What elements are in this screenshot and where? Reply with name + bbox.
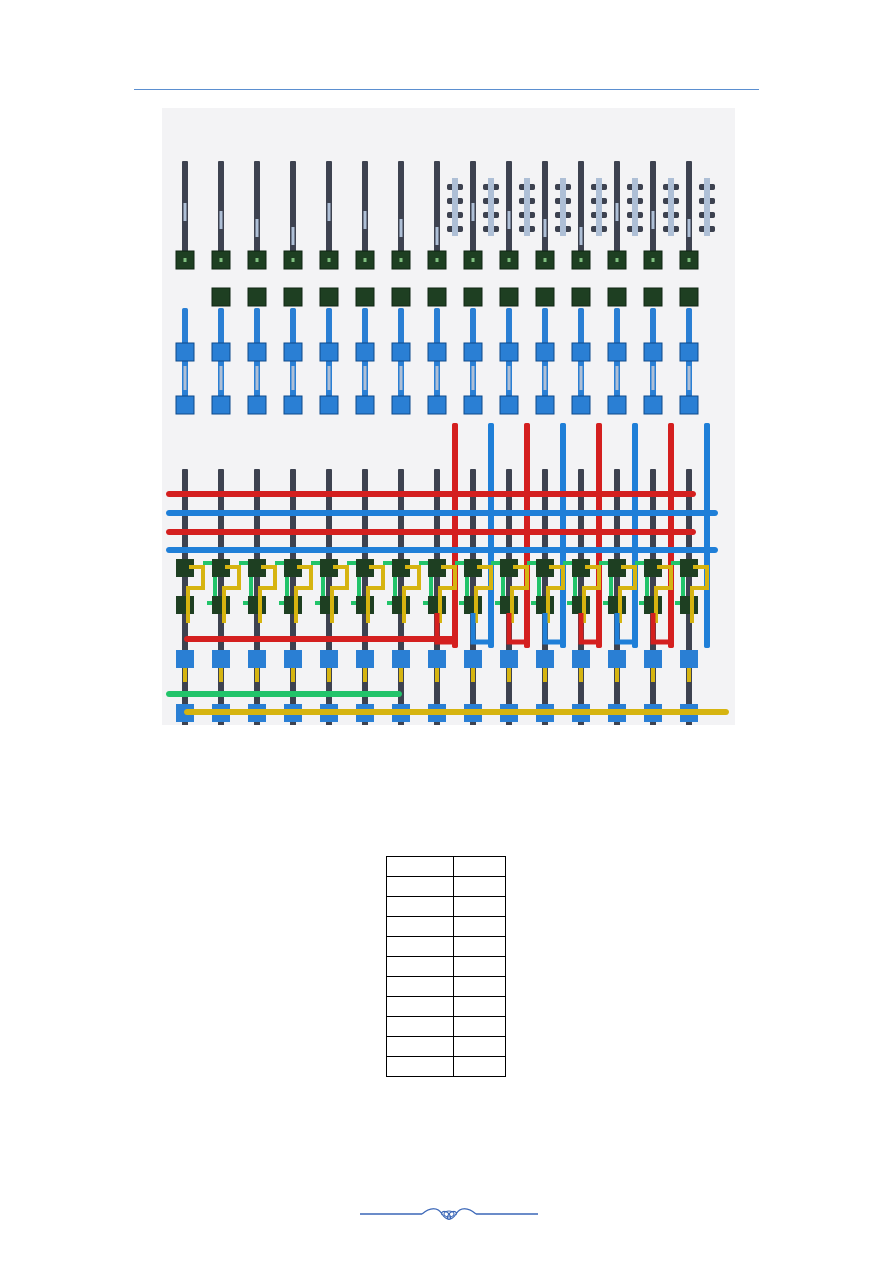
table-cell (454, 957, 506, 977)
cross-connector-core (524, 178, 530, 194)
vertical-wire (704, 423, 710, 648)
gate-block (356, 396, 374, 414)
gate-block (608, 343, 626, 361)
gate-block (392, 396, 410, 414)
rail-highlight (292, 366, 295, 390)
module-dot (544, 258, 547, 262)
rail-highlight (328, 366, 331, 390)
module-dot (580, 258, 583, 262)
table-cell (454, 937, 506, 957)
footer-ornament-icon (360, 1205, 538, 1223)
cross-connector-core (488, 192, 494, 208)
table-row (387, 957, 506, 977)
module-dot (328, 258, 331, 262)
rail-highlight (688, 366, 691, 390)
vertical-wire (452, 423, 458, 648)
gate-block (644, 343, 662, 361)
gate-block (428, 343, 446, 361)
table-row (387, 917, 506, 937)
cross-connector-core (704, 220, 710, 236)
gate-block (680, 650, 698, 668)
rail-highlight (184, 366, 187, 390)
cross-connector-core (452, 178, 458, 194)
vertical-wire (596, 423, 602, 648)
gate-block (176, 396, 194, 414)
logic-module (428, 596, 446, 614)
table-cell (454, 897, 506, 917)
gate-block (608, 396, 626, 414)
module-dot (292, 258, 295, 262)
logic-module (608, 596, 626, 614)
yellow-bus-wire (184, 709, 729, 715)
vertical-rail (686, 161, 692, 253)
horizontal-bus-wire (166, 529, 696, 535)
rail-highlight (544, 219, 547, 237)
gate-block (536, 343, 554, 361)
yellow-stub (651, 668, 655, 682)
logic-module (284, 288, 302, 306)
yellow-stub (579, 668, 583, 682)
module-dot (400, 258, 403, 262)
logic-module (536, 288, 554, 306)
module-dot (364, 258, 367, 262)
yellow-stub (435, 668, 439, 682)
table-cell (387, 957, 454, 977)
cross-connector-core (632, 206, 638, 222)
gate-block (536, 396, 554, 414)
rail-highlight (652, 211, 655, 229)
vertical-rail (650, 161, 656, 253)
header-rule (134, 89, 759, 90)
table-cell (454, 917, 506, 937)
cross-connector-core (488, 178, 494, 194)
yellow-stub (507, 668, 511, 682)
logic-module (392, 288, 410, 306)
table-cell (454, 977, 506, 997)
table-row (387, 977, 506, 997)
logic-module (212, 596, 230, 614)
rail-highlight (256, 219, 259, 237)
cross-connector-core (524, 192, 530, 208)
cross-connector-core (488, 206, 494, 222)
table-cell (387, 977, 454, 997)
yellow-stub (363, 668, 367, 682)
vertical-rail (506, 161, 512, 253)
gate-block (464, 650, 482, 668)
logic-module (680, 596, 698, 614)
yellow-stub (471, 668, 475, 682)
logic-module (176, 596, 194, 614)
gate-block (500, 396, 518, 414)
table-row (387, 1017, 506, 1037)
rail-highlight (472, 366, 475, 390)
gate-block (284, 343, 302, 361)
logic-module (356, 288, 374, 306)
yellow-stub (327, 668, 331, 682)
table-cell (387, 877, 454, 897)
cross-connector-core (668, 192, 674, 208)
logic-module (644, 288, 662, 306)
yellow-stub (687, 668, 691, 682)
gate-block (464, 396, 482, 414)
gate-block (284, 396, 302, 414)
cross-connector-core (704, 206, 710, 222)
gate-block (212, 343, 230, 361)
cross-connector-core (452, 206, 458, 222)
cross-connector-core (452, 220, 458, 236)
rail-highlight (436, 227, 439, 245)
rail-highlight (472, 203, 475, 221)
logic-module (320, 596, 338, 614)
logic-module (464, 596, 482, 614)
gate-block (572, 343, 590, 361)
gate-block (248, 650, 266, 668)
rail-highlight (400, 366, 403, 390)
cross-connector-core (596, 192, 602, 208)
rail-highlight (184, 203, 187, 221)
gate-block (608, 650, 626, 668)
gate-block (680, 396, 698, 414)
yellow-stub (255, 668, 259, 682)
cross-connector-core (560, 220, 566, 236)
logic-module (248, 288, 266, 306)
table-cell (387, 1017, 454, 1037)
rail-highlight (616, 366, 619, 390)
gate-block (176, 343, 194, 361)
table-row (387, 997, 506, 1017)
table-cell (387, 997, 454, 1017)
yellow-stub (399, 668, 403, 682)
module-dot (688, 258, 691, 262)
logic-module (572, 596, 590, 614)
logic-module (212, 288, 230, 306)
horizontal-bus-wire (166, 510, 718, 516)
table-cell (387, 1057, 454, 1077)
cross-connector-core (524, 220, 530, 236)
table-cell (387, 897, 454, 917)
cross-connector-core (596, 206, 602, 222)
logic-module (536, 596, 554, 614)
module-dot (616, 258, 619, 262)
rail-highlight (580, 366, 583, 390)
rail-highlight (220, 211, 223, 229)
horizontal-bus-wire (166, 547, 718, 553)
rail-highlight (292, 227, 295, 245)
vertical-wire (524, 423, 530, 648)
vertical-rail (218, 161, 224, 253)
cross-connector-core (632, 178, 638, 194)
gate-block (500, 650, 518, 668)
logic-module (320, 288, 338, 306)
table-cell (454, 1057, 506, 1077)
module-dot (256, 258, 259, 262)
cross-connector-core (668, 206, 674, 222)
table-cell (454, 857, 506, 877)
cross-connector-core (596, 178, 602, 194)
table-row (387, 937, 506, 957)
gate-block (536, 650, 554, 668)
cross-connector-core (452, 192, 458, 208)
rail-highlight (256, 366, 259, 390)
rail-highlight (436, 366, 439, 390)
vertical-wire (560, 423, 566, 648)
cross-connector-core (668, 220, 674, 236)
logic-module (356, 596, 374, 614)
vertical-rail (542, 161, 548, 253)
yellow-stub (543, 668, 547, 682)
module-dot (472, 258, 475, 262)
gate-block (428, 650, 446, 668)
table-cell (454, 1017, 506, 1037)
gate-block (320, 650, 338, 668)
logic-module (464, 288, 482, 306)
logic-module (680, 288, 698, 306)
empty-table (386, 856, 506, 1077)
gate-block (392, 343, 410, 361)
table-cell (454, 877, 506, 897)
table-row (387, 897, 506, 917)
logic-module (284, 596, 302, 614)
rail-highlight (328, 203, 331, 221)
vertical-rail (398, 161, 404, 253)
rail-highlight (544, 366, 547, 390)
vertical-wire (488, 423, 494, 648)
cross-connector-core (632, 192, 638, 208)
gate-block (572, 396, 590, 414)
gate-block (356, 650, 374, 668)
rail-highlight (364, 211, 367, 229)
horizontal-bus-wire (184, 636, 458, 642)
rail-highlight (688, 219, 691, 237)
gate-block (320, 343, 338, 361)
gate-block (284, 650, 302, 668)
yellow-stub (183, 668, 187, 682)
table-cell (387, 857, 454, 877)
logic-module (644, 596, 662, 614)
logic-module (572, 288, 590, 306)
gate-block (212, 396, 230, 414)
vertical-wire (668, 423, 674, 648)
logic-module (248, 596, 266, 614)
gate-block (680, 343, 698, 361)
rail-highlight (364, 366, 367, 390)
rail-highlight (580, 227, 583, 245)
yellow-stub (615, 668, 619, 682)
vertical-rail (254, 161, 260, 253)
cross-connector-core (524, 206, 530, 222)
module-dot (652, 258, 655, 262)
table-cell (387, 917, 454, 937)
module-dot (220, 258, 223, 262)
gate-block (464, 343, 482, 361)
gate-block (248, 343, 266, 361)
gate-block (356, 343, 374, 361)
yellow-stub (219, 668, 223, 682)
gate-block (248, 396, 266, 414)
cross-connector-core (560, 178, 566, 194)
logic-module (500, 596, 518, 614)
yellow-stub (291, 668, 295, 682)
rail-highlight (220, 366, 223, 390)
gate-block (428, 396, 446, 414)
gate-block (176, 650, 194, 668)
logic-module (392, 596, 410, 614)
table-row (387, 857, 506, 877)
green-bus-wire (166, 691, 402, 697)
rail-highlight (652, 366, 655, 390)
vertical-rail (362, 161, 368, 253)
table-cell (454, 1037, 506, 1057)
gate-block (392, 650, 410, 668)
circuit-figure (162, 108, 735, 725)
gate-block (500, 343, 518, 361)
cross-connector-core (596, 220, 602, 236)
logic-module (608, 288, 626, 306)
cross-connector-core (668, 178, 674, 194)
rail-highlight (508, 211, 511, 229)
table-row (387, 1037, 506, 1057)
cross-connector-core (632, 220, 638, 236)
gate-block (320, 396, 338, 414)
module-dot (436, 258, 439, 262)
logic-module (428, 288, 446, 306)
logic-module (500, 288, 518, 306)
horizontal-bus-wire (166, 491, 696, 497)
cross-connector-core (704, 192, 710, 208)
cross-connector-core (704, 178, 710, 194)
vertical-wire (632, 423, 638, 648)
gate-block (644, 650, 662, 668)
cross-connector-core (560, 192, 566, 208)
rail-highlight (508, 366, 511, 390)
cross-connector-core (560, 206, 566, 222)
table-cell (387, 937, 454, 957)
gate-block (644, 396, 662, 414)
module-dot (508, 258, 511, 262)
module-dot (184, 258, 187, 262)
rail-highlight (400, 219, 403, 237)
rail-highlight (616, 203, 619, 221)
table-row (387, 877, 506, 897)
table-cell (387, 1037, 454, 1057)
table-cell (454, 997, 506, 1017)
table-row (387, 1057, 506, 1077)
cross-connector-core (488, 220, 494, 236)
gate-block (572, 650, 590, 668)
gate-block (212, 650, 230, 668)
